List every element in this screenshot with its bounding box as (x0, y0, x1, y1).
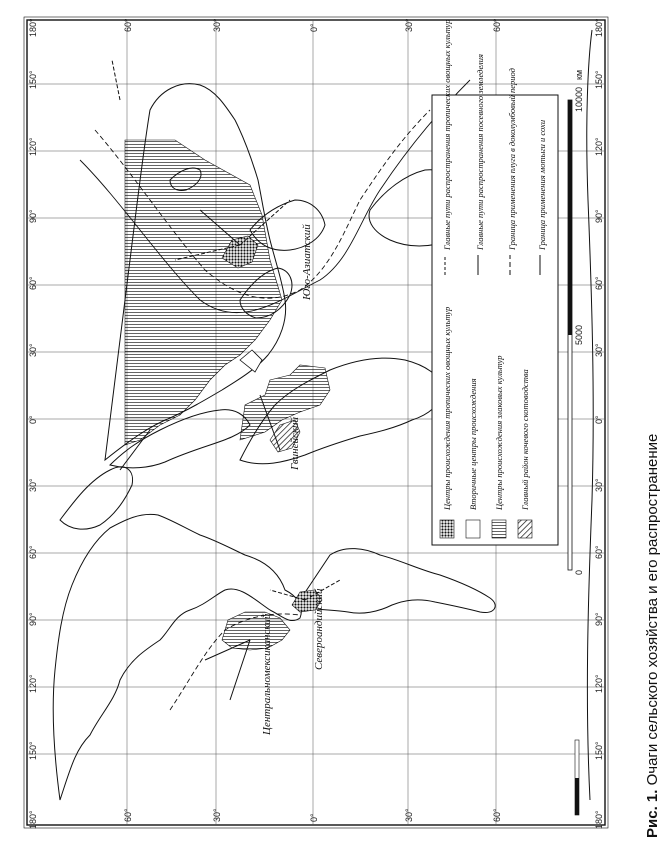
lon-label: 180° (594, 18, 604, 37)
longitude-labels-right (594, 18, 604, 829)
lon-label: 150° (28, 70, 38, 89)
scale-label-mid: 5000 (574, 324, 584, 345)
lat-label: 60° (123, 808, 133, 822)
legend-label: Граница применения мотыги и сохи (537, 119, 547, 250)
lon-label: 0° (594, 415, 604, 424)
lon-label: 180° (594, 810, 604, 829)
lon-label: 60° (28, 276, 38, 290)
lon-label: 30° (28, 478, 38, 492)
lon-label: 120° (28, 674, 38, 693)
lon-label: 60° (594, 545, 604, 559)
scale-bar (568, 70, 584, 575)
scale-unit: км (574, 69, 584, 80)
lon-label: 120° (594, 137, 604, 156)
cereal-centre-mexico (222, 612, 290, 650)
secondary-centre (240, 350, 262, 372)
lon-label: 60° (28, 545, 38, 559)
scale-bar-small (575, 740, 579, 815)
lon-label: 180° (28, 810, 38, 829)
lat-label: 60° (492, 18, 502, 32)
lon-label: 150° (28, 741, 38, 760)
legend-swatch-hatched (518, 520, 532, 538)
lon-label: 180° (28, 18, 38, 37)
legend-label: Граница применения плуга в доколумбовый период (507, 68, 517, 250)
legend-label: Главные пути распространения посевного земледелия (475, 54, 485, 250)
lon-label: 30° (28, 343, 38, 357)
lat-label: 30° (404, 18, 414, 32)
lon-label: 90° (28, 209, 38, 223)
lon-label: 150° (594, 70, 604, 89)
label-north-andean: Североандийский (313, 588, 325, 670)
lon-label: 120° (28, 137, 38, 156)
lat-label: 60° (123, 18, 133, 32)
label-guinean: Гвинейский (289, 417, 301, 470)
legend-swatch-vertical (492, 520, 506, 538)
lat-label: 0° (309, 23, 319, 32)
lon-label: 30° (594, 478, 604, 492)
caption-text: Очаги сельского хозяйства и его распространение (644, 433, 661, 786)
legend-label: Центры происхождения злаковых культур (494, 355, 504, 510)
scale-label-zero: 0 (574, 569, 584, 575)
lon-label: 150° (594, 741, 604, 760)
scale-label-end: 10000 (574, 86, 584, 112)
lon-label: 60° (594, 276, 604, 290)
caption-prefix: Рис. 1. (644, 785, 661, 838)
lat-label: 30° (212, 808, 222, 822)
legend-swatch-open (466, 520, 480, 538)
lon-label: 90° (594, 209, 604, 223)
legend-label: Главные пути распространения тропических овощных культур (442, 19, 452, 250)
lat-label: 30° (404, 808, 414, 822)
legend-swatch-dotted (440, 520, 454, 538)
lon-label: 120° (594, 674, 604, 693)
lon-label: 0° (28, 415, 38, 424)
latitude-labels-bottom (123, 808, 502, 822)
label-southeast-asian: Юго-Азиатский (301, 224, 313, 300)
figure-caption (644, 434, 661, 838)
lon-label: 90° (594, 612, 604, 626)
legend-label: Центры происхождения тропических овощных культур (442, 306, 452, 510)
longitude-labels-left (28, 18, 38, 829)
south-america (300, 549, 495, 614)
legend-label: Вторичные центры происхождения (468, 378, 478, 510)
legend-label: Главный район кочевого скотоводства (520, 369, 530, 510)
lon-label: 90° (28, 612, 38, 626)
legend (432, 20, 558, 545)
lat-label: 60° (492, 808, 502, 822)
greenland (60, 467, 133, 529)
lat-label: 0° (309, 813, 319, 822)
label-central-mexican: Центральномексиканский (261, 613, 273, 735)
lat-label: 30° (212, 18, 222, 32)
lon-label: 30° (594, 343, 604, 357)
antarctica (587, 30, 593, 800)
